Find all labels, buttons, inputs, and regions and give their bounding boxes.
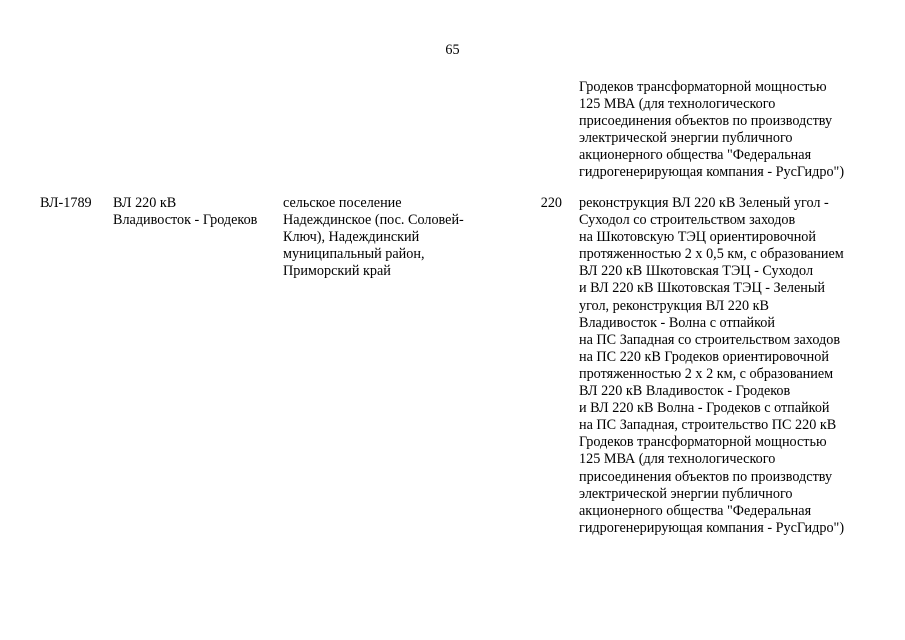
description-line: электрической энергии публичного xyxy=(579,485,793,502)
description-line: Владивосток - Волна с отпайкой xyxy=(579,314,775,331)
description-line: угол, реконструкция ВЛ 220 кВ xyxy=(579,297,769,314)
voltage-value: 220 xyxy=(540,195,562,211)
description-line: ВЛ 220 кВ Владивосток - Гродеков xyxy=(579,383,791,400)
location-line: Приморский край xyxy=(283,263,391,280)
description-line: присоединения объектов по производству xyxy=(579,113,833,130)
location-line: Надеждинское (пос. Соловей- xyxy=(283,212,464,229)
location-line: сельское поселение xyxy=(283,195,402,211)
description-line: 125 МВА (для технологического xyxy=(579,96,776,113)
description-line: и ВЛ 220 кВ Волна - Гродеков с отпайкой xyxy=(579,400,830,417)
description-line: 125 МВА (для технологического xyxy=(579,451,776,468)
description-line: на ПС 220 кВ Гродеков ориентировочной xyxy=(579,348,829,365)
location-line: муниципальный район, xyxy=(283,246,425,263)
object-description xyxy=(579,195,879,537)
description-line: на ПС Западная, строительство ПС 220 кВ xyxy=(579,417,837,434)
description-line: электрической энергии публичного xyxy=(579,130,793,147)
object-name-line: ВЛ 220 кВ xyxy=(113,195,177,211)
description-line: Суходол со строительством заходов xyxy=(579,212,796,229)
description-line: на Шкотовскую ТЭЦ ориентировочной xyxy=(579,229,816,246)
continued-description xyxy=(579,79,879,182)
object-name-line: Владивосток - Гродеков xyxy=(113,212,258,229)
description-line: и ВЛ 220 кВ Шкотовская ТЭЦ - Зеленый xyxy=(579,280,826,297)
description-line: акционерного общества "Федеральная xyxy=(579,502,812,519)
object-location xyxy=(283,195,495,280)
description-line: реконструкция ВЛ 220 кВ Зеленый угол - xyxy=(579,195,829,211)
object-code: ВЛ-1789 xyxy=(40,195,92,211)
location-line: Ключ), Надеждинский xyxy=(283,229,420,246)
description-line: присоединения объектов по производству xyxy=(579,468,833,485)
description-line: Гродеков трансформаторной мощностью xyxy=(579,79,827,95)
description-line: гидрогенерирующая компания - РусГидро") xyxy=(579,519,845,536)
description-line: на ПС Западная со строительством заходов xyxy=(579,331,841,348)
description-line: ВЛ 220 кВ Шкотовская ТЭЦ - Суходол xyxy=(579,263,814,280)
description-line: гидрогенерирующая компания - РусГидро") xyxy=(579,164,845,181)
description-line: протяженностью 2 x 2 км, с образованием xyxy=(579,365,834,382)
page-number: 65 xyxy=(445,42,460,58)
description-line: протяженностью 2 x 0,5 км, с образованием xyxy=(579,246,844,263)
description-line: Гродеков трансформаторной мощностью xyxy=(579,434,827,451)
description-line: акционерного общества "Федеральная xyxy=(579,147,812,164)
object-name xyxy=(113,195,275,229)
